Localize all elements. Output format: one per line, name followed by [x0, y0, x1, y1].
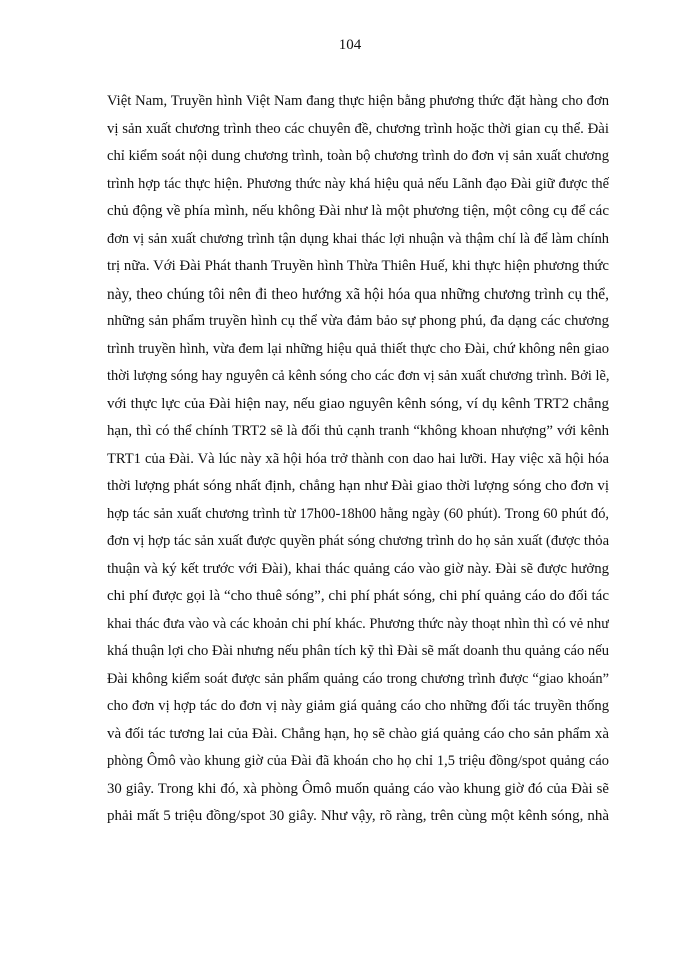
text-line: đơn vị hợp tác sản xuất được quyền phát sóng chương trình do họ sản xuất (được thỏa: [107, 533, 609, 549]
text-line: Việt Nam, Truyền hình Việt Nam đang thực hiện bằng phương thức đặt hàng cho đơn: [107, 93, 609, 109]
text-line: với thực lực của Đài hiện nay, nếu giao nguyên kênh sóng, ví dụ kênh TRT2 chẳng: [107, 395, 609, 412]
text-line: hợp tác sản xuất chương trình từ 17h00-18h00 hằng ngày (60 phút). Trong 60 phút đó,: [107, 505, 609, 522]
text-line: thời lượng sóng hay nguyên cả kênh sóng cho các đơn vị sản xuất chương trình. Bởi lẽ,: [107, 368, 609, 384]
text-line: chủ động về phía mình, nếu không Đài như là một phương tiện, một công cụ để các: [107, 203, 609, 219]
text-line: phải mất 5 triệu đồng/spot 30 giây. Như vậy, rõ ràng, trên cùng một kênh sóng, nhà: [107, 808, 609, 824]
text-line: Đài không kiểm soát được sản phẩm quảng cáo trong chương trình được “giao khoán”: [107, 670, 609, 687]
text-line: 30 giây. Trong khi đó, xà phòng Ômô muốn quảng cáo vào khung giờ đó của Đài sẽ: [107, 780, 609, 797]
page-number: 104: [338, 37, 362, 53]
text-line: trình truyền hình, vừa đem lại những hiệu quả thiết thực cho Đài, chứ không nên giao: [107, 340, 609, 357]
text-line: TRT1 của Đài. Và lúc này xã hội hóa trở thành con dao hai lưỡi. Hay việc xã hội hóa: [107, 450, 609, 467]
text-line: cho đơn vị hợp tác do đơn vị này giảm giá quảng cáo cho những đối tác truyền thống: [107, 698, 609, 714]
text-line: chỉ kiểm soát nội dung chương trình, toàn bộ chương trình do đơn vị sản xuất chương: [107, 148, 609, 164]
text-line: khá thuận lợi cho Đài nhưng nếu phân tích kỹ thì Đài sẽ mất doanh thu quảng cáo nếu: [107, 643, 609, 659]
text-line: phòng Ômô vào khung giờ của Đài đã khoán cho họ chỉ 1,5 triệu đồng/spot quảng cáo: [107, 753, 609, 769]
text-line: thời lượng phát sóng nhất định, chẳng hạn như Đài giao thời lượng sóng cho đơn vị: [107, 478, 609, 494]
text-line: vị sản xuất chương trình theo các chuyên đề, chương trình hoặc thời gian cụ thể. Đài: [107, 120, 609, 137]
text-line: trình hợp tác thực hiện. Phương thức này khá hiệu quả nếu Lãnh đạo Đài giữ được thế: [107, 175, 609, 192]
text-line: đơn vị sản xuất chương trình tận dụng khai thác lợi nhuận và thậm chí là để làm chính: [107, 230, 609, 247]
text-line: chi phí được gọi là “cho thuê sóng”, chi phí phát sóng, chi phí quảng cáo do đối tác: [107, 588, 609, 604]
text-line: trị nữa. Với Đài Phát thanh Truyền hình Thừa Thiên Huế, khi thực hiện phương thức: [107, 258, 609, 274]
text-line: khai thác đưa vào và các khoản chi phí khác. Phương thức này thoạt nhìn thì có vẻ như: [107, 615, 609, 632]
text-line: và đối tác tương lai của Đài. Chẳng hạn, họ sẽ chào giá quảng cáo cho sản phẩm xà: [107, 725, 609, 742]
body-paragraph: [107, 88, 609, 831]
text-line: thuận và ký kết trước với Đài), khai thác quảng cáo vào giờ này. Đài sẽ được hưởng: [107, 560, 609, 577]
text-line: những sản phẩm truyền hình cụ thể vừa đảm bảo sự phong phú, đa dạng các chương: [107, 313, 609, 329]
text-line: này, theo chúng tôi nên đi theo hướng xã hội hóa qua những chương trình cụ thể,: [107, 285, 609, 303]
text-line: hạn, thì có thể chính TRT2 sẽ là đối thủ cạnh tranh “không khoan nhượng” với kênh: [107, 423, 609, 439]
